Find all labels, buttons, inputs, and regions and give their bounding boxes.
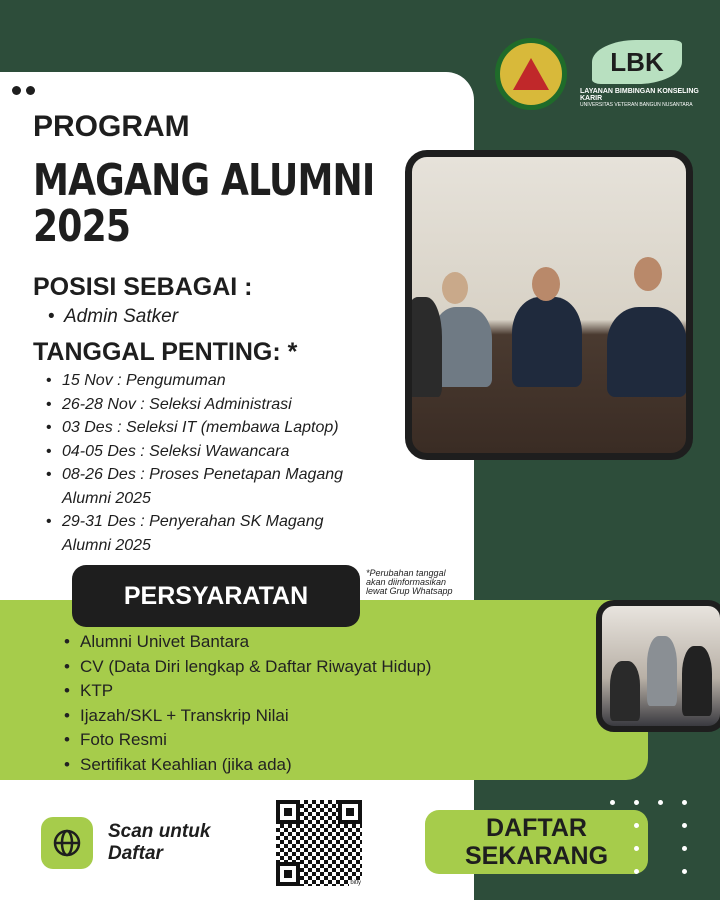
list-item: • 03 Des : Seleksi IT (membawa Laptop) [44,416,404,440]
dates-list [44,369,404,557]
qr-label: bitly [350,880,361,886]
decorative-dot-grid [610,800,706,874]
interview-photo [596,600,720,732]
lbkk-title: LAYANAN BIMBINGAN KONSELING KARIR [580,88,699,102]
globe-icon [41,817,93,869]
list-item: • Sertifikat Keahlian (jika ada) [62,753,431,778]
title-main [33,155,459,252]
cta-line: DAFTAR [486,814,587,842]
lbkk-subtitle: UNIVERSITAS VETERAN BANGUN NUSANTARA [580,102,693,108]
registration-qr-code[interactable] [276,800,362,886]
dates-heading: TANGGAL PENTING: * [33,338,298,366]
university-seal-logo [495,38,567,110]
requirements-list [62,630,431,777]
title-program: PROGRAM [33,110,190,143]
title-line: MAGANG ALUMNI [33,155,375,206]
lbkk-logo [580,40,710,108]
date-change-note: *Perubahan tanggal akan diinformasikan lewat Grup Whatsapp [366,568,453,596]
decorative-dots [12,86,35,95]
position-list [46,305,178,329]
list-item: • Ijazah/SKL + Transkrip Nilai [62,704,431,729]
list-item: • CV (Data Diri lengkap & Daftar Riwayat Hidup) [62,655,431,680]
list-item: • Alumni Univet Bantara [62,630,431,655]
list-item: • 04-05 Des : Seleksi Wawancara [44,440,404,464]
requirements-heading: PERSYARATAN [72,565,360,627]
scan-line: Daftar [108,843,163,864]
list-item: • 26-28 Nov : Seleksi Administrasi [44,393,404,417]
list-item: • Foto Resmi [62,728,431,753]
scan-label [108,821,210,865]
list-item: • KTP [62,679,431,704]
cta-line: SEKARANG [464,842,609,870]
meeting-photo [405,150,693,460]
position-heading: POSISI SEBAGAI : [33,273,253,301]
list-item: • Admin Satker [46,305,178,329]
list-item: • 29-31 Des : Penyerahan SK Magang Alumni 2025 [44,510,374,557]
lbkk-mark: LBK [592,40,682,84]
list-item: • 15 Nov : Pengumuman [44,369,404,393]
scan-line: Scan untuk [108,821,211,842]
title-year: 2025 [33,201,131,252]
list-item: • 08-26 Des : Proses Penetapan Magang Alumni 2025 [44,463,394,510]
